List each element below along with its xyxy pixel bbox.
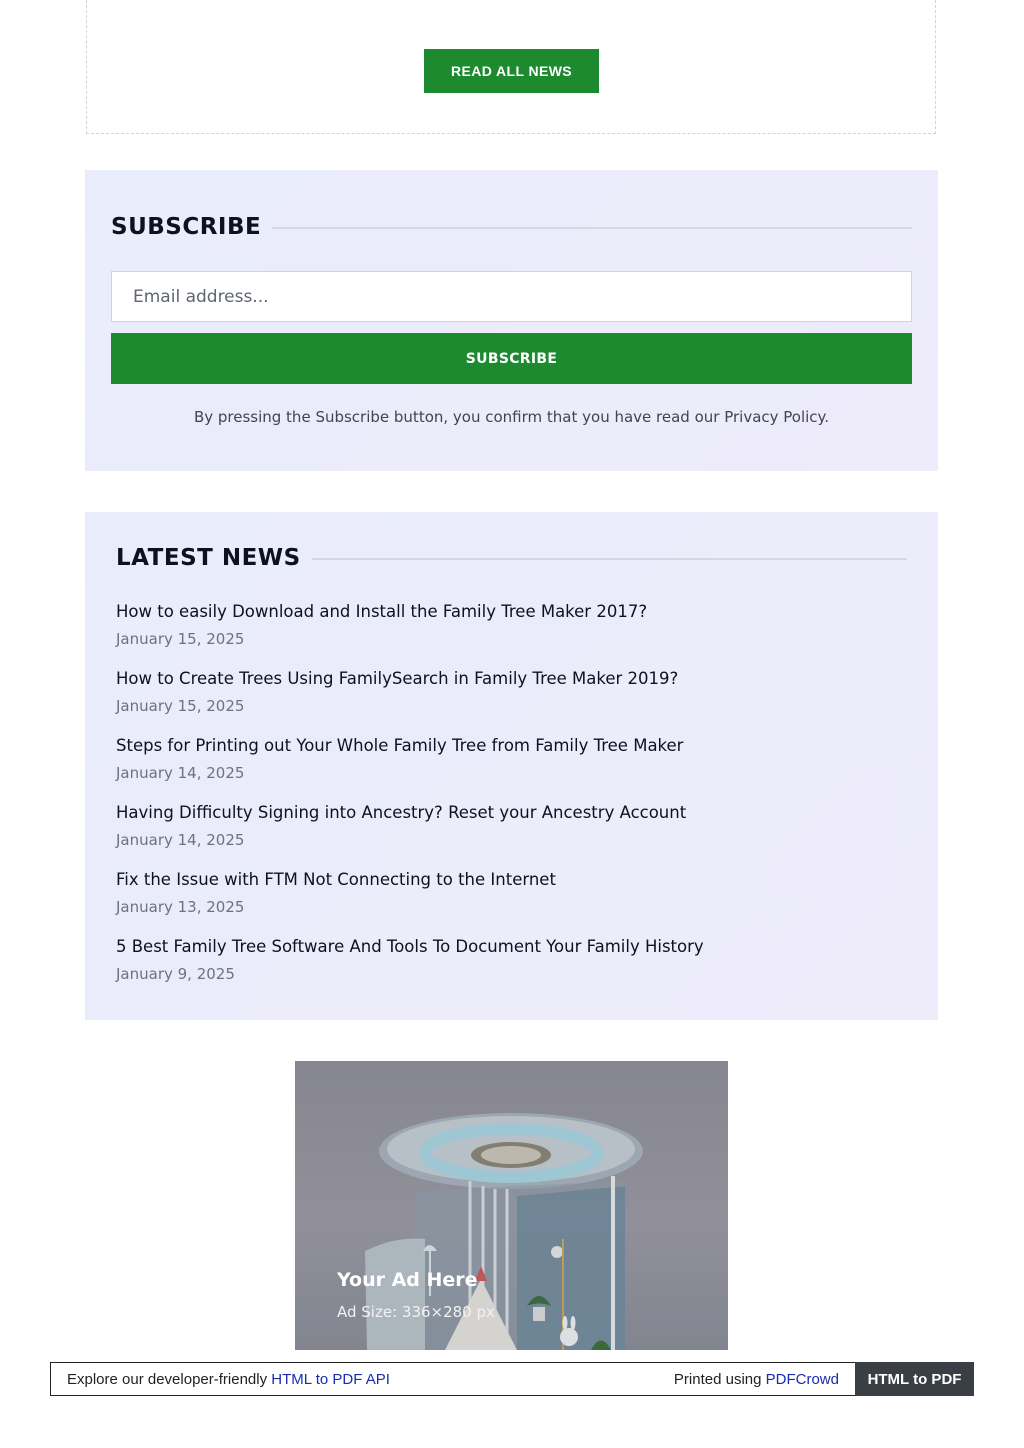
- subscribe-widget: [85, 170, 938, 471]
- news-list: [116, 601, 906, 1003]
- news-title-link[interactable]: How to easily Download and Install the Family Tree Maker 2017?: [116, 602, 648, 621]
- latest-news-widget: [85, 512, 938, 1020]
- ad-title: Your Ad Here: [337, 1269, 478, 1291]
- html-to-pdf-api-link[interactable]: HTML to PDF API: [271, 1371, 390, 1388]
- news-date: January 14, 2025: [116, 831, 245, 849]
- ad-banner[interactable]: [295, 1061, 728, 1350]
- list-item: [116, 735, 906, 802]
- ad-size-label: Ad Size: 336×280 px: [337, 1303, 495, 1321]
- news-title-link[interactable]: How to Create Trees Using FamilySearch in Family Tree Maker 2019?: [116, 669, 679, 688]
- heading-divider: [272, 227, 912, 229]
- footer-left-text: [67, 1371, 390, 1388]
- pdfcrowd-link[interactable]: PDFCrowd: [765, 1371, 839, 1388]
- list-item: [116, 668, 906, 735]
- news-title-link[interactable]: 5 Best Family Tree Software And Tools To Document Your Family History: [116, 937, 704, 956]
- subscribe-button[interactable]: SUBSCRIBE: [111, 333, 912, 384]
- pdf-footer-bar: [50, 1362, 974, 1396]
- latest-news-heading: LATEST NEWS: [116, 545, 301, 571]
- heading-divider: [312, 558, 907, 560]
- email-input[interactable]: [111, 271, 912, 322]
- privacy-note: By pressing the Subscribe button, you confirm that you have read our Privacy Policy.: [193, 408, 830, 426]
- html-to-pdf-badge[interactable]: HTML to PDF: [855, 1362, 974, 1396]
- footer-right-text: [674, 1371, 839, 1388]
- list-item: [116, 869, 906, 936]
- list-item: [116, 601, 906, 668]
- read-all-news-button[interactable]: READ ALL NEWS: [424, 49, 599, 93]
- footer-left-label: Explore our developer-friendly: [67, 1371, 268, 1388]
- news-title-link[interactable]: Steps for Printing out Your Whole Family Tree from Family Tree Maker: [116, 736, 684, 755]
- news-date: January 15, 2025: [116, 697, 245, 715]
- news-date: January 13, 2025: [116, 898, 245, 916]
- list-item: [116, 936, 906, 1003]
- news-title-link[interactable]: Fix the Issue with FTM Not Connecting to the Internet: [116, 870, 556, 889]
- subscribe-heading: SUBSCRIBE: [111, 214, 262, 240]
- news-date: January 9, 2025: [116, 965, 235, 983]
- news-title-link[interactable]: Having Difficulty Signing into Ancestry? Reset your Ancestry Account: [116, 803, 687, 822]
- footer-right-label: Printed using: [673, 1371, 762, 1388]
- news-date: January 15, 2025: [116, 630, 245, 648]
- news-date: January 14, 2025: [116, 764, 245, 782]
- list-item: [116, 802, 906, 869]
